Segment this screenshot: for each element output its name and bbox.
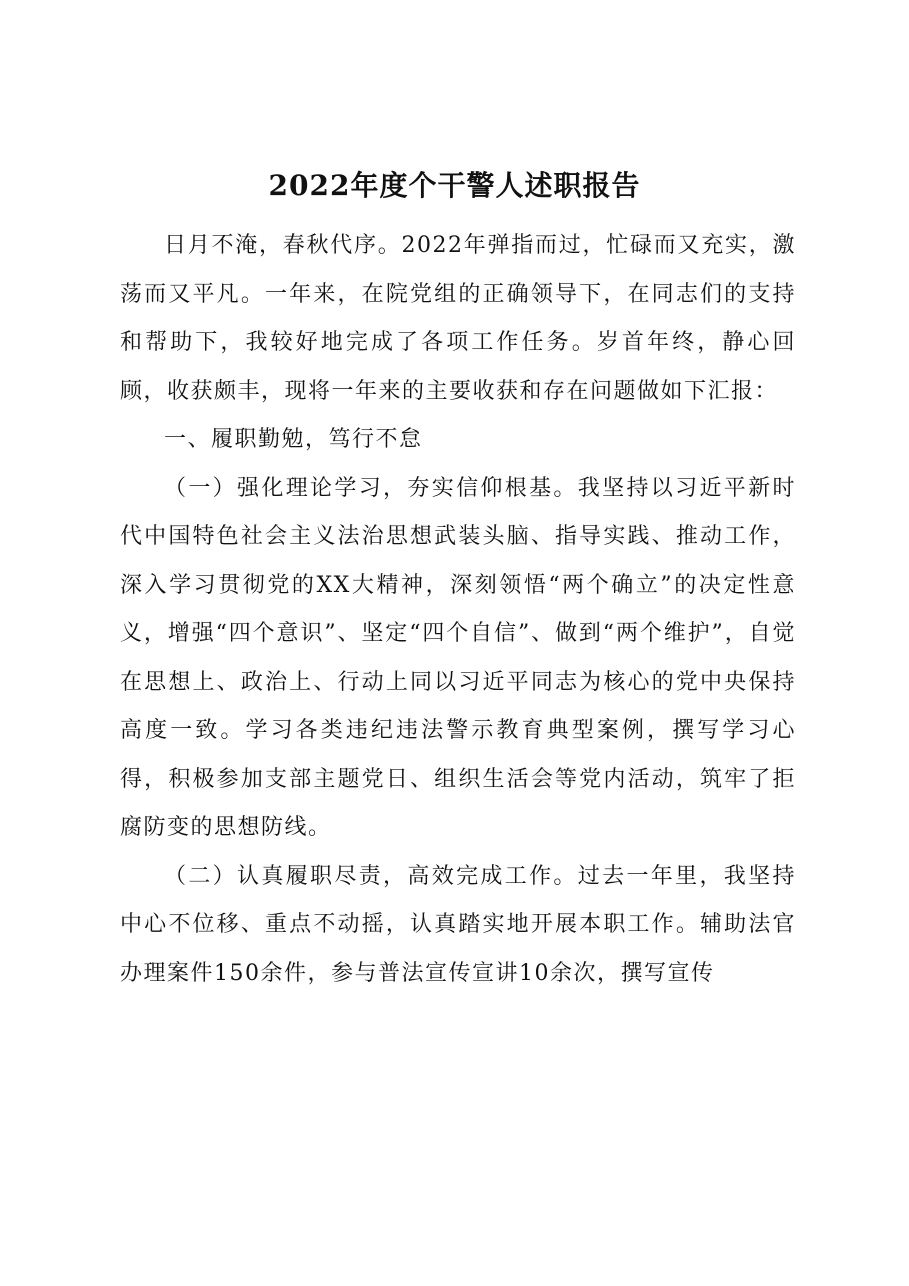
document-body (120, 222, 796, 998)
paragraph-theory-study: （一）强化理论学习，夯实信仰根基。我坚持以习近平新时代中国特色社会主义法治思想武装头脑、指导实践、推动工作，深入学习贯彻党的XX大精神，深刻领悟“两个确立”的决定性意义，增强“四个意识”、坚定“四个自信”、做到“两个维护”，自觉在思想上、政治上、行动上同以习近平同志为核心的党中央保持高度一致。学习各类违纪违法警示教育典型案例，撰写学习心得，积极参加支部主题党日、组织生活会等党内活动，筑牢了拒腐防变的思想防线。 (120, 475, 796, 840)
paragraph-intro: 日月不淹，春秋代序。2022年弹指而过，忙碌而又充实，激荡而又平凡。一年来，在院党组的正确领导下，在同志们的支持和帮助下，我较好地完成了各项工作任务。岁首年终，静心回顾，收获颇丰，现将一年来的主要收获和存在问题做如下汇报： (120, 233, 796, 404)
document-title: 2022年度个干警人述职报告 (268, 169, 641, 202)
paragraph-duties: （二）认真履职尽责，高效完成工作。过去一年里，我坚持中心不位移、重点不动摇，认真踏实地开展本职工作。辅助法官办理案件150余件，参与普法宣传宣讲10余次，撰写宣传 (120, 863, 796, 986)
section-heading-1: 一、履职勤勉，笃行不怠 (164, 427, 423, 452)
